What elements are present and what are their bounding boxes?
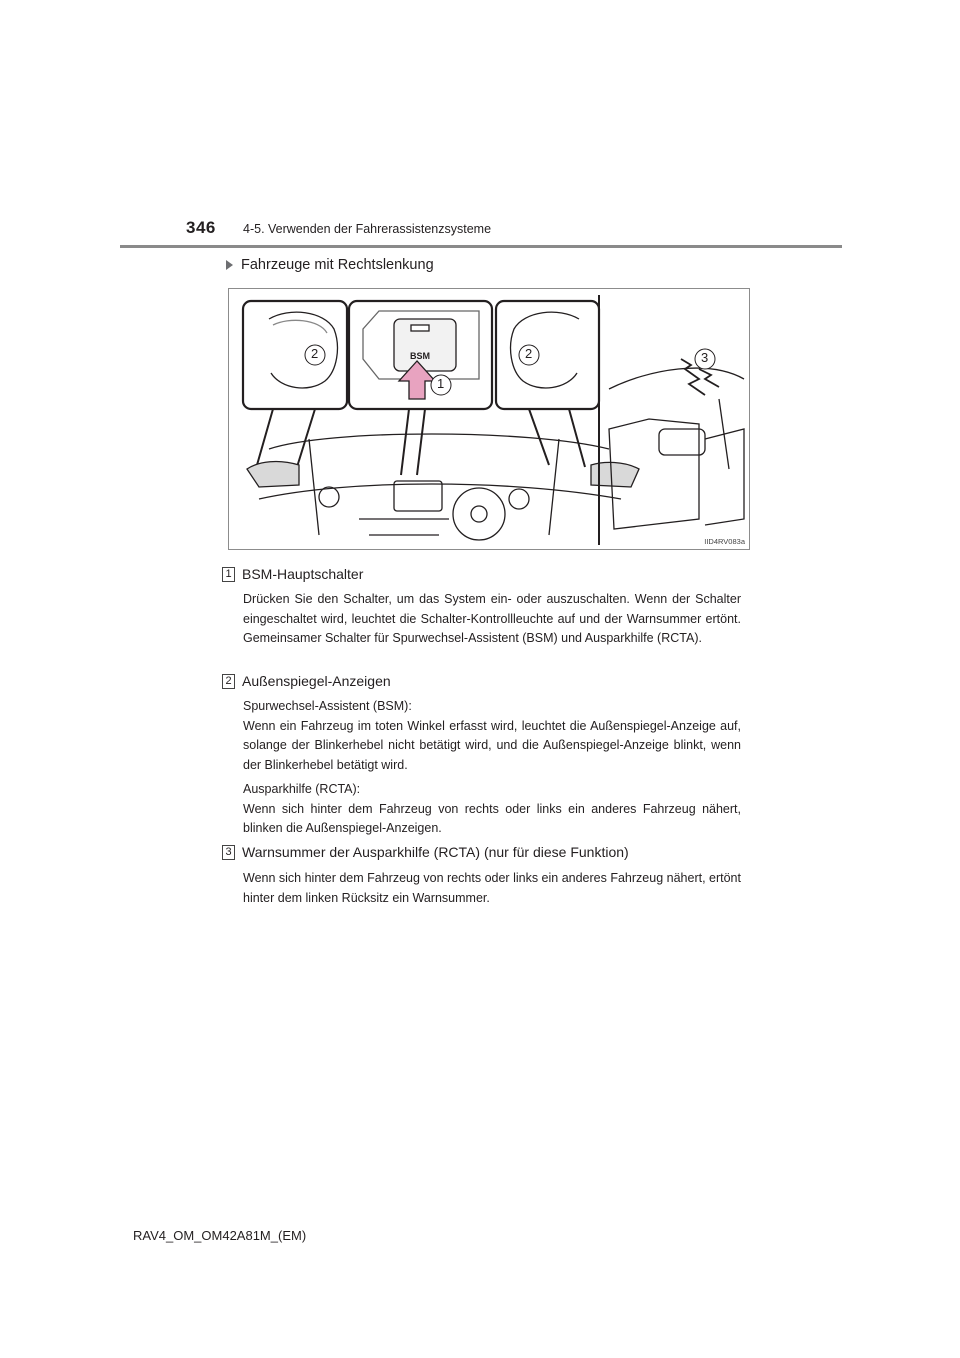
dashboard-illustration — [229, 289, 749, 549]
footer-code: RAV4_OM_OM42A81M_(EM) — [133, 1228, 307, 1243]
rcta-label: Ausparkhilfe (RCTA): — [243, 782, 361, 796]
triangle-bullet-icon — [226, 260, 233, 270]
item-1-text: Drücken Sie den Schalter, um das System ein- oder auszuschalten. Wenn der Schalter eingeschaltet wird, leuchtet die Schalter-Kontrollleuchte auf und der Warnsummer ertönt. Gemeinsamer Schalter für Spurwechsel-Assistent (BSM) und Ausparkhilfe (RCTA). — [243, 592, 741, 645]
bsm-text: Wenn ein Fahrzeug im toten Winkel erfasst wird, leuchtet die Außenspiegel-Anzeige auf, solange der Blinkerhebel nicht betätigt wird, und die Außenspiegel-Anzeige blinkt, wenn der Blinkerhebel betätigt wird. — [243, 718, 741, 772]
item-number-box: 3 — [222, 845, 235, 860]
item-number-box: 2 — [222, 674, 235, 689]
item-3-text: Wenn sich hinter dem Fahrzeug von rechts oder links ein anderes Fahrzeug nähert, ertönt hinter dem linken Rücksitz ein Warnsummer. — [243, 871, 741, 905]
figure-code: IID4RV083a — [704, 537, 745, 546]
illustration-figure — [228, 288, 750, 550]
item-1-heading — [222, 566, 363, 582]
item-title: BSM-Hauptschalter — [242, 566, 364, 582]
item-3-heading — [222, 844, 629, 860]
callout-2-left: 2 — [311, 346, 319, 361]
page-number: 346 — [186, 218, 216, 237]
rcta-text: Wenn sich hinter dem Fahrzeug von rechts oder links ein anderes Fahrzeug nähert, blinken die Außenspiegel-Anzeigen. — [243, 801, 741, 835]
callout-2-right: 2 — [525, 346, 533, 361]
bsm-label: Spurwechsel-Assistent (BSM): — [243, 699, 412, 713]
header-divider — [120, 245, 842, 248]
item-title: Außenspiegel-Anzeigen — [242, 673, 391, 689]
item-2-rcta — [243, 780, 741, 839]
subheading-text: Fahrzeuge mit Rechtslenkung — [241, 257, 434, 273]
item-number-box: 1 — [222, 567, 235, 582]
bsm-button-label: BSM — [410, 351, 430, 361]
subheading — [226, 257, 434, 273]
callout-1: 1 — [437, 376, 445, 391]
section-title: 4-5. Verwenden der Fahrerassistenzsysteme — [243, 222, 492, 236]
item-2-bsm — [243, 697, 741, 775]
item-2-heading — [222, 673, 391, 689]
item-title: Warnsummer der Ausparkhilfe (RCTA) (nur für diese Funktion) — [242, 844, 629, 860]
callout-3: 3 — [701, 350, 709, 365]
